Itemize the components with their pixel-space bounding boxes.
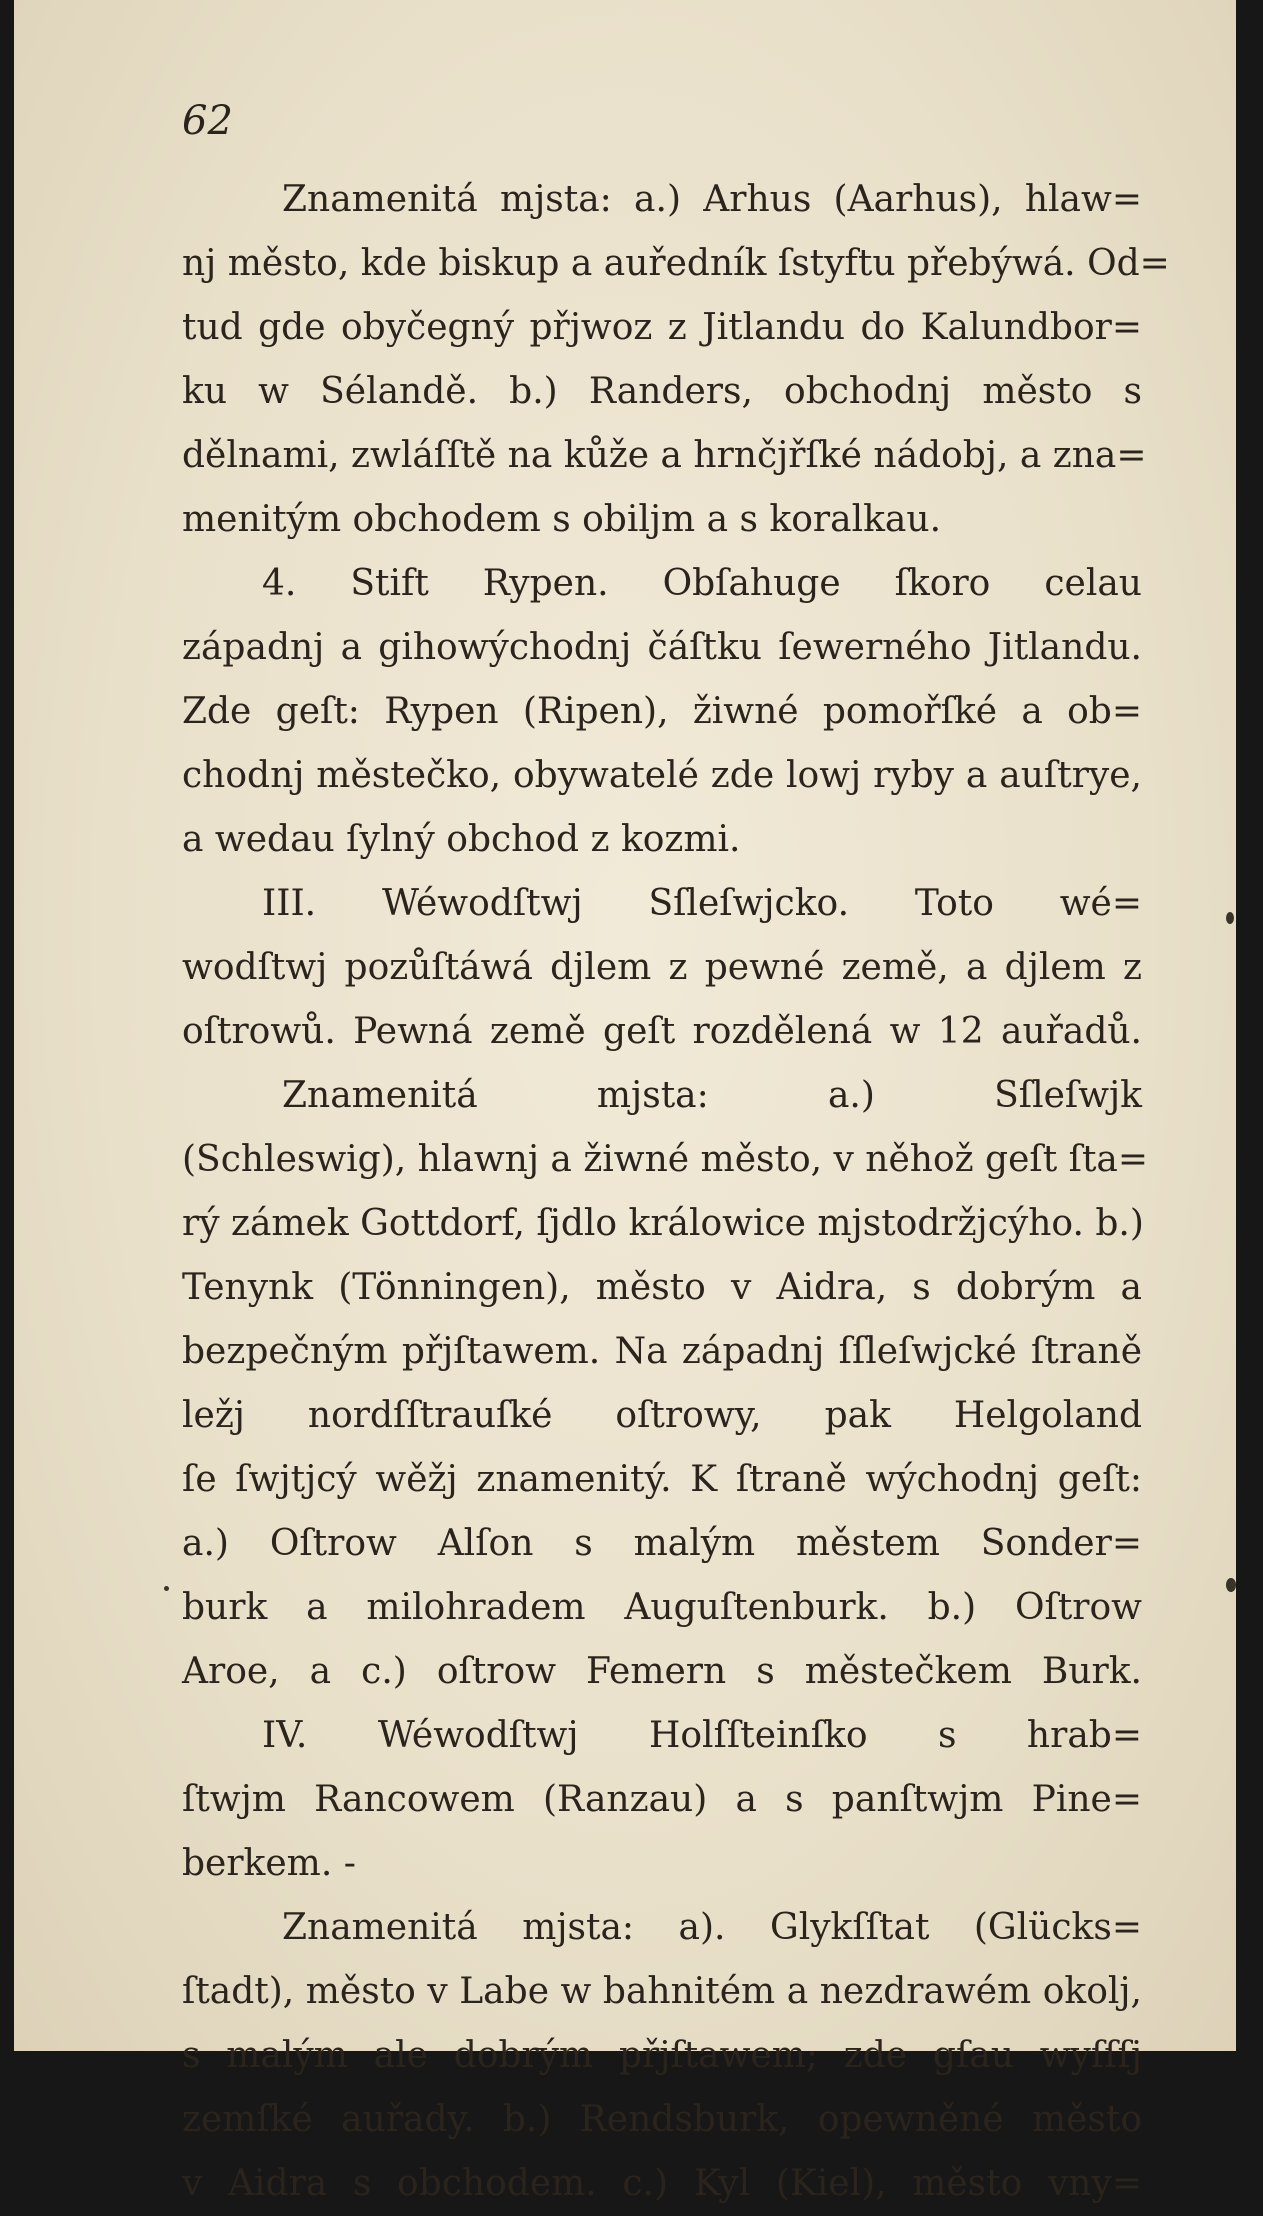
- page-number: 62: [182, 98, 233, 144]
- text-line: v Aidra s obchodem. c.) Kyl (Kiel), město vny=: [182, 2163, 1142, 2204]
- text-line: ſe ſwjtjcý wěžj znamenitý. K ſtraně wýchodnj geſt:: [182, 1459, 1142, 1500]
- text-line: a.) Oſtrow Alſon s malým městem Sonder=: [182, 1523, 1142, 1564]
- text-line: s malým ale dobrým přjſtawem; zde gſau wyſſſj: [182, 2035, 1142, 2076]
- text-body: [182, 168, 1170, 2216]
- text-line: Znamenitá mjsta: a.) Arhus (Aarhus), hlaw=: [282, 179, 1142, 220]
- text-line: wodſtwj pozůſtáwá djlem z pewné země, a djlem z: [182, 947, 1142, 988]
- text-line: ležj nordſſtrauſké oſtrowy, pak Helgoland: [182, 1395, 1142, 1436]
- text-line: ſtwjm Rancowem (Ranzau) a s panſtwjm Pine=: [182, 1779, 1142, 1820]
- text-line: Znamenitá mjsta: a.) Sſleſwjk: [282, 1075, 1142, 1116]
- text-line: 4. Stift Rypen. Obſahuge ſkoro celau: [262, 563, 1142, 604]
- text-line: ſtadt), město v Labe w bahnitém a nezdrawém okolj,: [182, 1971, 1142, 2012]
- text-line: bezpečným přjſtawem. Na západnj ſſleſwjcké ſtraně: [182, 1331, 1142, 1372]
- text-line: berkem. -: [182, 1843, 356, 1884]
- text-line: Aroe, a c.) oſtrow Femern s městečkem Burk.: [182, 1651, 1142, 1692]
- text-line: (Schleswig), hlawnj a žiwné město, v něhož geſt ſta=: [182, 1139, 1149, 1180]
- ink-speck: [1226, 1578, 1236, 1592]
- text-line: IV. Wéwodſtwj Holſſteinſko s hrab=: [262, 1715, 1142, 1756]
- text-line: ku w Sélandě. b.) Randers, obchodnj město s: [182, 371, 1142, 412]
- text-line: Zde geſt: Rypen (Ripen), žiwné pomořſké a ob=: [182, 691, 1142, 732]
- text-line: III. Wéwodſtwj Sſleſwjcko. Toto wé=: [262, 883, 1142, 924]
- text-line: menitým obchodem s obiljm a s koralkau.: [182, 499, 942, 540]
- text-line: dělnami, zwláſſtě na kůže a hrnčjřſké nádobj, a zna=: [182, 435, 1147, 476]
- text-line: rý zámek Gottdorf, ſjdlo králowice mjstodržjcýho. b.): [182, 1203, 1144, 1244]
- text-line: oſtrowů. Pewná země geſt rozdělená w 12 auřadů.: [182, 1011, 1142, 1052]
- text-line: burk a milohradem Auguſtenburk. b.) Oſtrow: [182, 1587, 1142, 1628]
- book-page: [14, 0, 1236, 2204]
- ink-speck: [1226, 912, 1234, 924]
- text-line: zemſké auřady. b.) Rendsburk, opewněné město: [182, 2099, 1142, 2140]
- text-line: západnj a gihowýchodnj čáſtku ſewerného Jitlandu.: [182, 627, 1142, 668]
- text-line: a wedau ſylný obchod z kozmi.: [182, 819, 741, 860]
- text-line: chodnj městečko, obywatelé zde lowj ryby a auſtrye,: [182, 755, 1142, 796]
- text-line: tud gde obyčegný přjwoz z Jitlandu do Kalundbor=: [182, 307, 1142, 348]
- text-line: Znamenitá mjsta: a). Glykſſtat (Glücks=: [282, 1907, 1142, 1948]
- text-line: nj město, kde biskup a auředník ſstyftu přebýwá. Od=: [182, 243, 1170, 284]
- text-line: Tenynk (Tönningen), město v Aidra, s dobrým a: [182, 1267, 1142, 1308]
- ink-speck: [164, 1586, 169, 1591]
